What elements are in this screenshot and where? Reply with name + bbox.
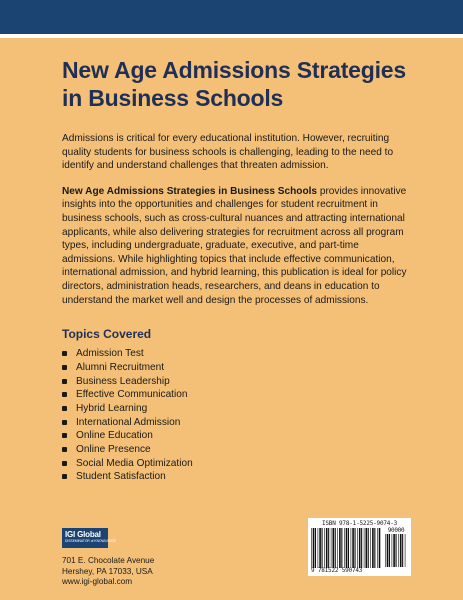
barcode-addon-number: 90000	[387, 527, 405, 534]
description-text: provides innovative insights into the opportunities and challenges for student recruitment in business schools, such as cross-cultural nuances and attracting international applicants, while also delivering strategies for recruitment across all program types, including undergraduate, graduate, executive, and part-time admissions. While highlighting topics that include effective communication, international admission, and hybrid learning, this publication is ideal for policy directors, administration heads, researchers, and deans in education to understand the market well and design the processes of admissions.	[62, 185, 407, 306]
topic-item: International Admission	[62, 416, 407, 430]
book-title-line-1: New Age Admissions Strategies	[62, 57, 406, 83]
top-white-stripe	[0, 34, 463, 38]
barcode-stripe	[364, 528, 365, 568]
barcode-stripe	[326, 528, 328, 568]
isbn-barcode	[308, 518, 411, 576]
barcode-stripe	[341, 528, 342, 568]
address-line-1: 701 E. Chocolate Avenue	[62, 556, 155, 565]
description-paragraph	[62, 185, 407, 307]
barcode-stripe	[366, 528, 368, 568]
barcode-stripe	[361, 528, 362, 568]
topic-item: Student Satisfaction	[62, 470, 407, 484]
barcode-stripe	[372, 528, 374, 568]
barcode-stripe	[374, 528, 375, 568]
barcode-digits: 9 781522 590743	[311, 567, 363, 574]
barcode-stripe	[344, 528, 345, 568]
topic-item: Admission Test	[62, 347, 407, 361]
barcode-stripe	[355, 528, 356, 568]
topic-item: Business Leadership	[62, 375, 407, 389]
barcode-stripe	[335, 528, 336, 568]
barcode-stripe	[389, 534, 390, 567]
barcode-stripe	[405, 534, 406, 567]
topic-item: Online Presence	[62, 443, 407, 457]
barcode-stripe	[331, 528, 332, 568]
address-line-2: Hershey, PA 17033, USA	[62, 566, 153, 576]
topic-item: Effective Communication	[62, 388, 407, 402]
topic-item: Social Media Optimization	[62, 457, 407, 471]
barcode-stripe	[351, 528, 352, 568]
logo-tagline: DISSEMINATOR of KNOWLEDGE	[65, 539, 116, 543]
barcode-stripe	[402, 534, 403, 567]
barcode-bars	[311, 528, 381, 568]
isbn-number: ISBN 978-1-5225-9074-3	[321, 520, 398, 527]
barcode-stripe	[319, 528, 321, 568]
logo-name: IGI Global	[65, 530, 101, 539]
book-title	[62, 56, 407, 112]
barcode-stripe	[337, 528, 338, 568]
topic-item: Hybrid Learning	[62, 402, 407, 416]
barcode-stripe	[348, 528, 349, 568]
barcode-addon-bars	[385, 534, 407, 567]
description-book-title: New Age Admissions Strategies in Business Schools	[62, 185, 318, 197]
barcode-stripe	[379, 528, 381, 568]
barcode-stripe	[322, 528, 323, 568]
intro-paragraph: Admissions is critical for every educational institution. However, recruiting quality students for business schools is challenging, leading to the need to identify and understand challenges that threaten admission.	[62, 133, 394, 172]
barcode-stripe	[385, 534, 386, 567]
barcode-stripe	[368, 528, 369, 568]
barcode-stripe	[315, 528, 316, 568]
barcode-stripe	[357, 528, 358, 568]
barcode-stripe	[328, 528, 329, 568]
barcode-stripe	[333, 528, 335, 568]
barcode-stripe	[396, 534, 397, 567]
topic-item: Online Education	[62, 429, 407, 443]
barcode-stripe	[313, 528, 315, 568]
barcode-stripe	[359, 528, 361, 568]
top-navy-band	[0, 0, 463, 34]
publisher-block	[62, 528, 212, 588]
barcode-stripe	[393, 534, 395, 567]
barcode-stripe	[400, 534, 402, 567]
barcode-stripe	[370, 528, 371, 568]
igi-global-logo	[62, 528, 116, 548]
barcode-stripe	[311, 528, 312, 568]
topic-item: Alumni Recruitment	[62, 361, 407, 375]
topics-heading: Topics Covered	[62, 327, 152, 342]
publisher-address	[62, 556, 212, 588]
barcode-stripe	[339, 528, 341, 568]
topics-list	[62, 347, 407, 484]
publisher-website: www.igi-global.com	[62, 577, 133, 586]
barcode-stripe	[387, 534, 389, 567]
barcode-stripe	[377, 528, 378, 568]
barcode-stripe	[346, 528, 348, 568]
barcode-stripe	[318, 528, 319, 568]
book-title-line-2: in Business Schools	[62, 85, 284, 111]
back-cover-content	[62, 56, 407, 484]
barcode-stripe	[398, 534, 399, 567]
barcode-stripe	[352, 528, 354, 568]
barcode-stripe	[392, 534, 393, 567]
barcode-stripe	[324, 528, 325, 568]
